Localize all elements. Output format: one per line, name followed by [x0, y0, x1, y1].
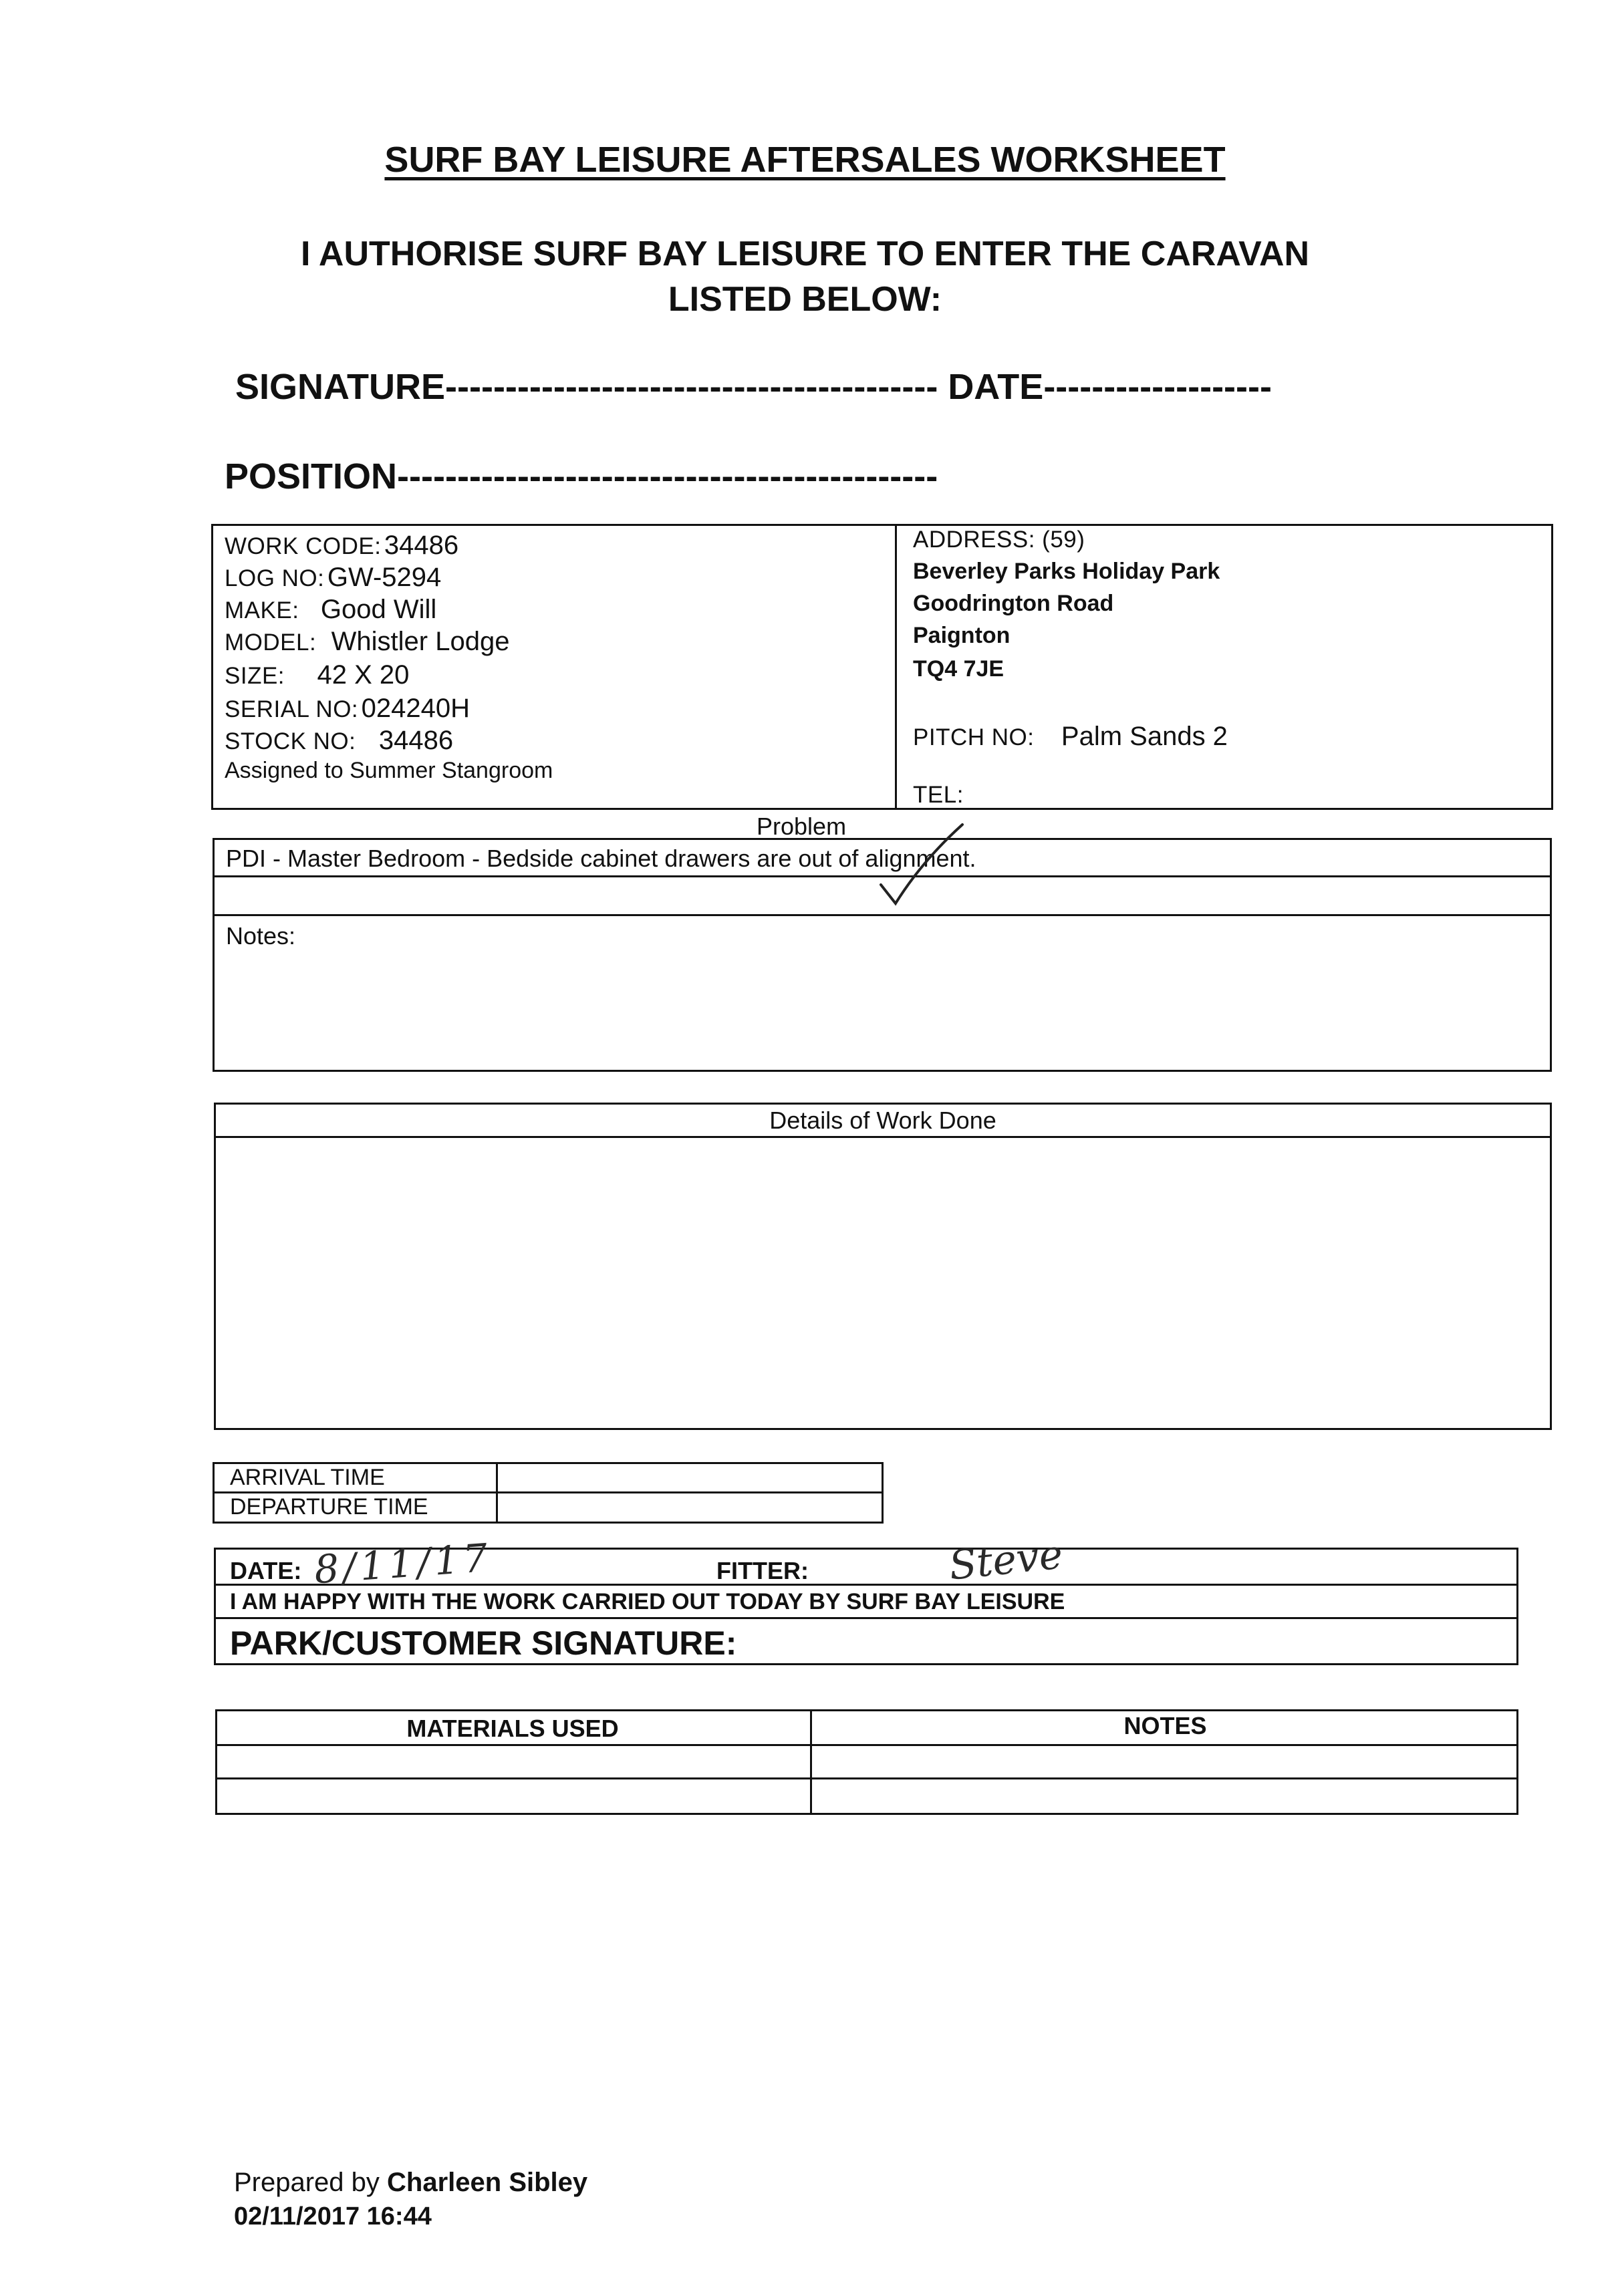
tick-mark	[876, 821, 969, 911]
address-line-2: Goodrington Road	[913, 591, 1114, 616]
serial-label: SERIAL NO:	[225, 696, 359, 722]
happy-statement: I AM HAPPY WITH THE WORK CARRIED OUT TODAY BY SURF BAY LEISURE	[230, 1589, 1065, 1614]
position-dashes: ---------------------------------------------	[397, 456, 938, 496]
notes-label: Notes:	[226, 922, 296, 950]
position-label: POSITION	[225, 456, 398, 496]
work-code-row	[225, 531, 886, 563]
address-line-3: Paignton	[913, 623, 1011, 648]
work-done-heading-line	[214, 1136, 1552, 1138]
pitch-value: Palm Sands 2	[1061, 722, 1228, 751]
size-row	[225, 660, 886, 694]
fitter-label: FITTER:	[716, 1557, 809, 1584]
problem-heading: Problem	[757, 813, 847, 840]
size-value: 42 X 20	[317, 660, 410, 690]
log-no-row	[225, 563, 886, 595]
signoff-date-label: DATE:	[230, 1557, 302, 1584]
problem-line-2	[213, 914, 1552, 916]
authorisation-line-1: I AUTHORISE SURF BAY LEISURE TO ENTER THE CARAVAN	[300, 235, 1310, 273]
stock-label: STOCK NO:	[225, 728, 356, 754]
work-done-box	[214, 1103, 1552, 1430]
problem-text: PDI - Master Bedroom - Bedside cabinet drawers are out of alignment.	[226, 845, 976, 872]
materials-row-2	[215, 1777, 1518, 1779]
authorisation-line-2: LISTED BELOW:	[668, 280, 942, 319]
stock-row	[225, 726, 886, 758]
make-label: MAKE:	[225, 597, 299, 623]
assigned-to: Assigned to Summer Stangroom	[225, 758, 553, 783]
log-no-label: LOG NO:	[225, 565, 325, 591]
prepared-by-name: Charleen Sibley	[387, 2168, 588, 2197]
work-code-value: 34486	[384, 531, 459, 560]
arrival-time-label: ARRIVAL TIME	[230, 1465, 385, 1490]
stock-value: 34486	[378, 726, 454, 755]
position-line	[225, 456, 938, 497]
signature-date-line	[235, 366, 1272, 408]
signature-label: SIGNATURE	[235, 367, 446, 407]
authorisation-statement	[0, 231, 1610, 322]
address-label: ADDRESS:	[913, 527, 1035, 553]
date-dashes: -------------------	[1043, 367, 1272, 407]
signoff-date-handwritten: 8/11/17	[312, 1534, 493, 1593]
worksheet-title: SURF BAY LEISURE AFTERSALES WORKSHEET	[384, 140, 1226, 180]
prepared-timestamp: 02/11/2017 16:44	[234, 2202, 432, 2231]
arrival-time-field[interactable]	[499, 1465, 880, 1490]
model-row	[225, 627, 886, 660]
date-label: DATE	[948, 367, 1044, 407]
materials-used-header: MATERIALS USED	[406, 1715, 619, 1742]
departure-time-label: DEPARTURE TIME	[230, 1494, 428, 1520]
departure-time-field[interactable]	[499, 1494, 880, 1521]
work-done-heading: Details of Work Done	[769, 1107, 996, 1134]
signoff-line-2	[214, 1617, 1518, 1619]
model-value: Whistler Lodge	[331, 627, 510, 656]
pitch-row	[913, 722, 1228, 752]
address-label-row	[913, 527, 1541, 559]
times-col-divider	[496, 1462, 498, 1524]
times-row-divider	[213, 1491, 884, 1493]
make-value: Good Will	[320, 595, 437, 624]
work-code-label: WORK CODE:	[225, 533, 382, 559]
model-label: MODEL:	[225, 629, 317, 656]
materials-row-1	[215, 1744, 1518, 1746]
fitter-handwritten: Steve	[946, 1531, 1065, 1590]
tel-label: TEL:	[913, 782, 964, 808]
address-line-1: Beverley Parks Holiday Park	[913, 559, 1220, 584]
address-details	[913, 527, 1541, 690]
address-number: (59)	[1042, 527, 1085, 553]
make-row	[225, 595, 886, 627]
unit-address-divider	[895, 524, 897, 810]
signature-dashes: -----------------------------------------	[445, 367, 938, 407]
serial-value: 024240H	[361, 694, 470, 723]
materials-notes-header: NOTES	[1123, 1712, 1207, 1739]
customer-signature-label: PARK/CUSTOMER SIGNATURE:	[230, 1624, 737, 1662]
log-no-value: GW-5294	[327, 563, 442, 592]
address-line-4: TQ4 7JE	[913, 656, 1004, 682]
prepared-by-label: Prepared by	[234, 2168, 380, 2197]
serial-row	[225, 694, 886, 726]
size-label: SIZE:	[225, 663, 285, 689]
unit-details	[225, 531, 886, 784]
pitch-label: PITCH NO:	[913, 724, 1035, 750]
prepared-by-line	[234, 2168, 587, 2198]
